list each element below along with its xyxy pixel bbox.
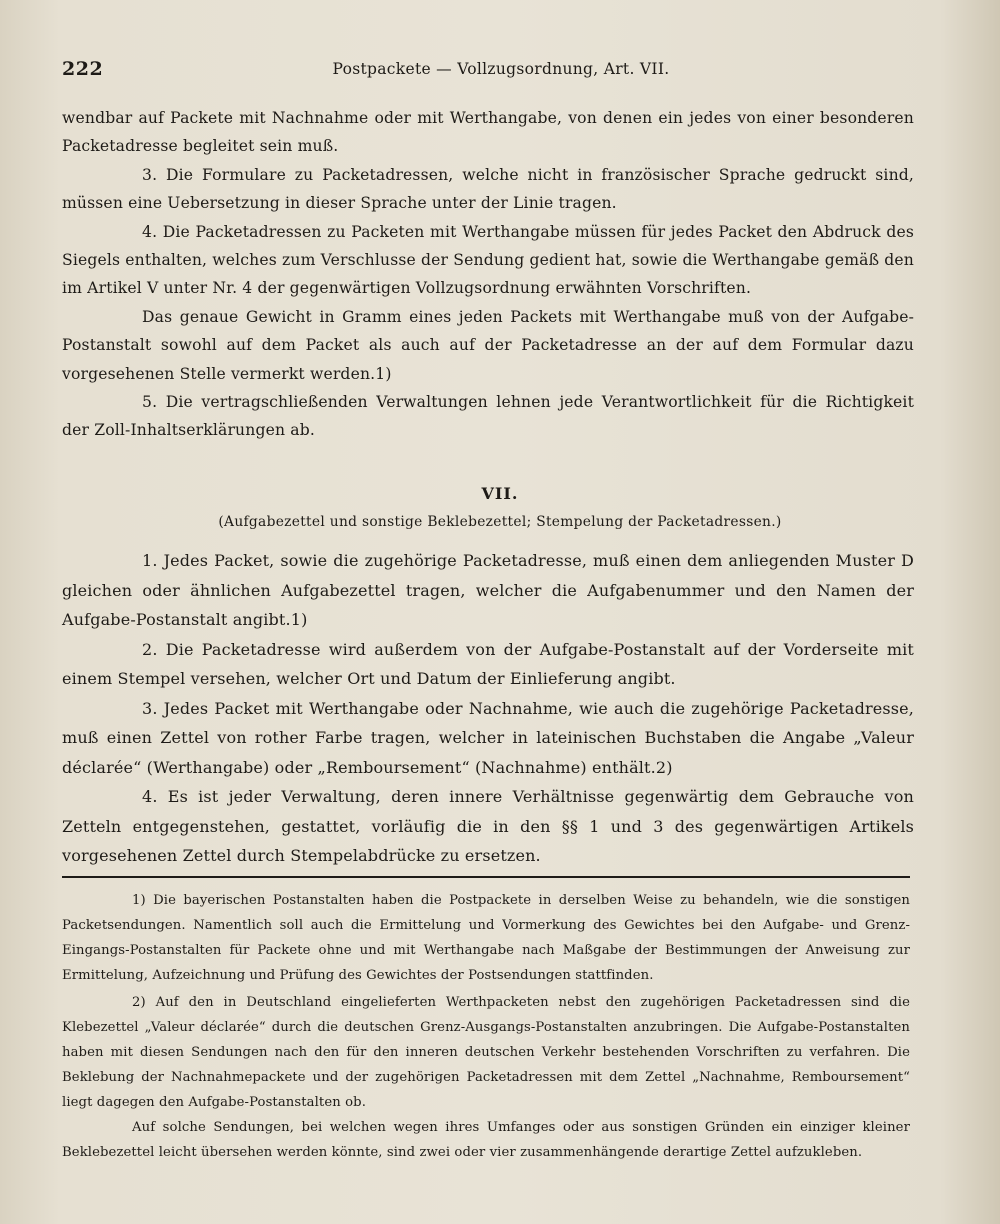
paragraph: Das genaue Gewicht in Gramm eines jeden Packets mit Werthangabe muß von der Aufgabe-Postanstalt sowohl auf dem Packet als auch auf der Packetadresse an der auf dem Formular dazu vorgesehenen Stelle vermerkt werden.1): [62, 307, 914, 383]
paragraph: 4. Es ist jeder Verwaltung, deren innere Verhältnisse gegenwärtig dem Gebrauche von Zetteln entgegenstehen, gestattet, vorläufig die in den §§ 1 und 3 des gegenwärtigen Artikels vorgesehenen Zettel durch Stempelabdrücke zu ersetzen.: [62, 787, 914, 865]
section-heading: VII.: [481, 484, 519, 503]
paragraph: 3. Jedes Packet mit Werthangabe oder Nachnahme, wie auch die zugehörige Packetadresse, muß einen Zettel von rother Farbe tragen, welcher in lateinischen Buchstaben die Angabe „Valeur déclarée“ (Werthangabe) oder „Remboursement“ (Nachnahme) enthält.2): [62, 698, 914, 777]
paragraph: 1. Jedes Packet, sowie die zugehörige Packetadresse, muß einen dem anliegenden Muster D gleichen oder ähnlichen Aufgabezettel tragen, welcher die Aufgabenummer und den Namen der Aufgabe-Postanstalt angibt.1): [62, 551, 914, 629]
paragraph: 4. Die Packetadressen zu Packeten mit Werthangabe müssen für jedes Packet den Abdruck des Siegels enthalten, welches zum Verschlusse der Sendung gedient hat, sowie die Werthangabe gemäß den im Artikel V unter Nr. 4 der gegenwärtigen Vollzugsordnung erwähnten Vorschriften.: [62, 222, 914, 298]
footnote: Auf solche Sendungen, bei welchen wegen ihres Umfanges oder aus sonstigen Gründen ein einziger kleiner Beklebezettel leicht übersehen werden könnte, sind zwei oder vier zusammenhängende derartige Zettel aufzukleben.: [62, 1120, 910, 1160]
page-number: 222: [62, 58, 104, 80]
section-subtitle: (Aufgabezettel und sonstige Beklebezettel; Stempelung der Packetadressen.): [218, 514, 782, 530]
paragraph: 5. Die vertragschließenden Verwaltungen lehnen jede Verantwortlichkeit für die Richtigkeit der Zoll-Inhaltserklärungen ab.: [62, 393, 914, 440]
footnote-divider: [62, 876, 910, 878]
footnote: 1) Die bayerischen Postanstalten haben die Postpackete in derselben Weise zu behandeln, wie die sonstigen Packetsendungen. Namentlich soll auch die Ermittelung und Vormerkung des Gewichtes bei den Aufgabe- und Grenz-Eingangs-Postanstalten für Packete ohne und mit Werthangabe nach Maßgabe der Bestimmungen der Anweisung zur Ermittelung, Aufzeichnung und Prüfung des Gewichtes der Postsendungen stattfinden.: [62, 893, 910, 983]
section-vii-body: [62, 546, 914, 871]
running-title: Postpackete — Vollzugsordnung, Art. VII.: [332, 60, 670, 78]
footnotes: [62, 888, 910, 1165]
paragraph: 2. Die Packetadresse wird außerdem von der Aufgabe-Postanstalt auf der Vorderseite mit einem Stempel versehen, welcher Ort und Datum der Einlieferung angibt.: [62, 639, 914, 688]
page-header: [62, 58, 940, 84]
paragraph: 3. Die Formulare zu Packetadressen, welche nicht in französischer Sprache gedruckt sind, müssen eine Uebersetzung in dieser Sprache unter der Linie tragen.: [62, 165, 914, 213]
paragraph: wendbar auf Packete mit Nachnahme oder mit Werthangabe, von denen ein jedes von einer besonderen Packetadresse begleitet sein muß.: [62, 109, 914, 156]
footnote: 2) Auf den in Deutschland eingelieferten Werthpacketen nebst den zugehörigen Packetadressen sind die Klebezettel „Valeur déclarée“ durch die deutschen Grenz-Ausgangs-Postanstalten anzubringen. Die Aufgabe-Postanstalten haben mit diesen Sendungen nach den für den inneren deutschen Verkehr bestehenden Vorschriften zu verfahren. Die Beklebung der Nachnahmepackete und der zugehörigen Packetadressen mit dem Zettel „Nachnahme, Remboursement“ liegt dagegen den Aufgabe-Postanstalten ob.: [62, 995, 910, 1110]
section-vi-continuation: [62, 104, 914, 445]
